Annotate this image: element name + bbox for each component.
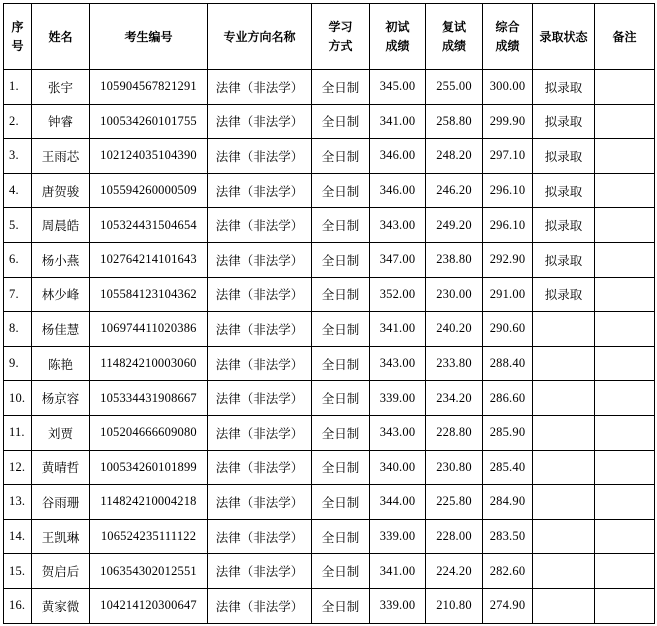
- cell-total-score: 290.60: [483, 312, 533, 347]
- cell-first-score: 344.00: [370, 485, 426, 520]
- cell-name: 黄家微: [32, 588, 90, 623]
- cell-first-score: 341.00: [370, 312, 426, 347]
- cell-name: 钟睿: [32, 104, 90, 139]
- cell-total-score: 274.90: [483, 588, 533, 623]
- cell-major: 法律（非法学）: [208, 277, 312, 312]
- admission-table: [3, 3, 655, 624]
- cell-name: 林少峰: [32, 277, 90, 312]
- cell-first-score: 339.00: [370, 588, 426, 623]
- cell-study-mode: 全日制: [312, 312, 370, 347]
- cell-major: 法律（非法学）: [208, 70, 312, 105]
- cell-retest-score: 249.20: [426, 208, 483, 243]
- cell-status: 拟录取: [533, 277, 595, 312]
- cell-first-score: 343.00: [370, 415, 426, 450]
- cell-remark: [595, 415, 655, 450]
- table-row: [4, 485, 655, 520]
- header-remark: 备注: [595, 4, 655, 70]
- cell-remark: [595, 346, 655, 381]
- cell-major: 法律（非法学）: [208, 519, 312, 554]
- cell-study-mode: 全日制: [312, 415, 370, 450]
- table-row: [4, 381, 655, 416]
- cell-total-score: 291.00: [483, 277, 533, 312]
- cell-seq: 14.: [4, 519, 32, 554]
- table-row: [4, 346, 655, 381]
- cell-exam-no: 106354302012551: [90, 554, 208, 589]
- header-retest-score: 复试 成绩: [426, 4, 483, 70]
- cell-seq: 16.: [4, 588, 32, 623]
- cell-total-score: 283.50: [483, 519, 533, 554]
- cell-total-score: 288.40: [483, 346, 533, 381]
- cell-name: 王凯琳: [32, 519, 90, 554]
- cell-remark: [595, 554, 655, 589]
- cell-exam-no: 100534260101899: [90, 450, 208, 485]
- cell-seq: 7.: [4, 277, 32, 312]
- cell-retest-score: 233.80: [426, 346, 483, 381]
- table-row: [4, 139, 655, 174]
- cell-remark: [595, 70, 655, 105]
- cell-status: [533, 554, 595, 589]
- cell-retest-score: 240.20: [426, 312, 483, 347]
- cell-status: 拟录取: [533, 104, 595, 139]
- cell-name: 杨佳慧: [32, 312, 90, 347]
- cell-total-score: 285.90: [483, 415, 533, 450]
- table-row: [4, 208, 655, 243]
- cell-remark: [595, 277, 655, 312]
- cell-exam-no: 105334431908667: [90, 381, 208, 416]
- cell-study-mode: 全日制: [312, 139, 370, 174]
- cell-remark: [595, 242, 655, 277]
- cell-study-mode: 全日制: [312, 485, 370, 520]
- cell-major: 法律（非法学）: [208, 242, 312, 277]
- cell-retest-score: 246.20: [426, 173, 483, 208]
- cell-seq: 8.: [4, 312, 32, 347]
- cell-seq: 9.: [4, 346, 32, 381]
- cell-name: 刘贾: [32, 415, 90, 450]
- cell-remark: [595, 588, 655, 623]
- cell-status: 拟录取: [533, 208, 595, 243]
- cell-remark: [595, 312, 655, 347]
- table-row: [4, 173, 655, 208]
- cell-study-mode: 全日制: [312, 173, 370, 208]
- cell-total-score: 296.10: [483, 208, 533, 243]
- table-row: [4, 588, 655, 623]
- header-study-mode: 学习 方式: [312, 4, 370, 70]
- cell-first-score: 341.00: [370, 554, 426, 589]
- cell-first-score: 347.00: [370, 242, 426, 277]
- cell-total-score: 285.40: [483, 450, 533, 485]
- cell-exam-no: 100534260101755: [90, 104, 208, 139]
- cell-study-mode: 全日制: [312, 381, 370, 416]
- cell-major: 法律（非法学）: [208, 139, 312, 174]
- cell-major: 法律（非法学）: [208, 173, 312, 208]
- cell-name: 谷雨珊: [32, 485, 90, 520]
- cell-exam-no: 104214120300647: [90, 588, 208, 623]
- cell-name: 贺启后: [32, 554, 90, 589]
- cell-retest-score: 230.00: [426, 277, 483, 312]
- cell-first-score: 346.00: [370, 173, 426, 208]
- table-row: [4, 554, 655, 589]
- cell-name: 王雨芯: [32, 139, 90, 174]
- cell-retest-score: 258.80: [426, 104, 483, 139]
- cell-seq: 11.: [4, 415, 32, 450]
- cell-retest-score: 230.80: [426, 450, 483, 485]
- cell-exam-no: 106974411020386: [90, 312, 208, 347]
- cell-remark: [595, 519, 655, 554]
- cell-remark: [595, 104, 655, 139]
- cell-seq: 6.: [4, 242, 32, 277]
- cell-retest-score: 248.20: [426, 139, 483, 174]
- header-major: 专业方向名称: [208, 4, 312, 70]
- cell-total-score: 292.90: [483, 242, 533, 277]
- table-row: [4, 415, 655, 450]
- cell-name: 杨小燕: [32, 242, 90, 277]
- cell-major: 法律（非法学）: [208, 104, 312, 139]
- cell-retest-score: 210.80: [426, 588, 483, 623]
- cell-status: [533, 485, 595, 520]
- header-status: 录取状态: [533, 4, 595, 70]
- cell-exam-no: 105324431504654: [90, 208, 208, 243]
- cell-status: [533, 381, 595, 416]
- cell-first-score: 352.00: [370, 277, 426, 312]
- cell-major: 法律（非法学）: [208, 415, 312, 450]
- cell-seq: 3.: [4, 139, 32, 174]
- cell-total-score: 296.10: [483, 173, 533, 208]
- table-header: [4, 4, 655, 70]
- cell-seq: 15.: [4, 554, 32, 589]
- cell-remark: [595, 485, 655, 520]
- cell-exam-no: 105594260000509: [90, 173, 208, 208]
- cell-name: 周晨皓: [32, 208, 90, 243]
- cell-seq: 1.: [4, 70, 32, 105]
- cell-status: 拟录取: [533, 173, 595, 208]
- table-row: [4, 519, 655, 554]
- table-row: [4, 242, 655, 277]
- cell-first-score: 340.00: [370, 450, 426, 485]
- header-name: 姓名: [32, 4, 90, 70]
- cell-seq: 10.: [4, 381, 32, 416]
- cell-status: [533, 415, 595, 450]
- cell-retest-score: 238.80: [426, 242, 483, 277]
- cell-retest-score: 228.80: [426, 415, 483, 450]
- cell-total-score: 282.60: [483, 554, 533, 589]
- table-row: [4, 312, 655, 347]
- cell-first-score: 343.00: [370, 208, 426, 243]
- cell-first-score: 339.00: [370, 381, 426, 416]
- cell-exam-no: 105584123104362: [90, 277, 208, 312]
- cell-study-mode: 全日制: [312, 450, 370, 485]
- cell-seq: 12.: [4, 450, 32, 485]
- cell-study-mode: 全日制: [312, 70, 370, 105]
- cell-exam-no: 105904567821291: [90, 70, 208, 105]
- cell-major: 法律（非法学）: [208, 346, 312, 381]
- cell-status: [533, 519, 595, 554]
- cell-first-score: 343.00: [370, 346, 426, 381]
- cell-remark: [595, 381, 655, 416]
- cell-exam-no: 105204666609080: [90, 415, 208, 450]
- table-row: [4, 104, 655, 139]
- cell-exam-no: 102764214101643: [90, 242, 208, 277]
- cell-major: 法律（非法学）: [208, 485, 312, 520]
- cell-study-mode: 全日制: [312, 346, 370, 381]
- cell-retest-score: 255.00: [426, 70, 483, 105]
- cell-study-mode: 全日制: [312, 104, 370, 139]
- cell-status: 拟录取: [533, 242, 595, 277]
- cell-first-score: 341.00: [370, 104, 426, 139]
- table-body: [4, 70, 655, 624]
- cell-total-score: 297.10: [483, 139, 533, 174]
- cell-exam-no: 114824210003060: [90, 346, 208, 381]
- table-row: [4, 450, 655, 485]
- cell-remark: [595, 139, 655, 174]
- cell-first-score: 346.00: [370, 139, 426, 174]
- cell-major: 法律（非法学）: [208, 381, 312, 416]
- cell-total-score: 286.60: [483, 381, 533, 416]
- cell-total-score: 300.00: [483, 70, 533, 105]
- cell-status: 拟录取: [533, 139, 595, 174]
- cell-status: [533, 588, 595, 623]
- header-total-score: 综合 成绩: [483, 4, 533, 70]
- cell-name: 陈艳: [32, 346, 90, 381]
- cell-retest-score: 224.20: [426, 554, 483, 589]
- cell-seq: 4.: [4, 173, 32, 208]
- cell-retest-score: 225.80: [426, 485, 483, 520]
- cell-study-mode: 全日制: [312, 277, 370, 312]
- header-exam-no: 考生编号: [90, 4, 208, 70]
- header-first-score: 初试 成绩: [370, 4, 426, 70]
- table-row: [4, 277, 655, 312]
- cell-name: 张宇: [32, 70, 90, 105]
- cell-remark: [595, 450, 655, 485]
- cell-major: 法律（非法学）: [208, 588, 312, 623]
- cell-seq: 5.: [4, 208, 32, 243]
- cell-major: 法律（非法学）: [208, 312, 312, 347]
- cell-total-score: 284.90: [483, 485, 533, 520]
- cell-name: 杨京容: [32, 381, 90, 416]
- cell-first-score: 339.00: [370, 519, 426, 554]
- cell-study-mode: 全日制: [312, 588, 370, 623]
- cell-status: [533, 346, 595, 381]
- cell-study-mode: 全日制: [312, 519, 370, 554]
- cell-major: 法律（非法学）: [208, 554, 312, 589]
- cell-study-mode: 全日制: [312, 242, 370, 277]
- cell-status: 拟录取: [533, 70, 595, 105]
- cell-remark: [595, 208, 655, 243]
- cell-retest-score: 234.20: [426, 381, 483, 416]
- cell-first-score: 345.00: [370, 70, 426, 105]
- header-row: [4, 4, 655, 70]
- cell-exam-no: 114824210004218: [90, 485, 208, 520]
- cell-major: 法律（非法学）: [208, 208, 312, 243]
- table-row: [4, 70, 655, 105]
- cell-retest-score: 228.00: [426, 519, 483, 554]
- cell-name: 唐贺骏: [32, 173, 90, 208]
- cell-total-score: 299.90: [483, 104, 533, 139]
- cell-seq: 2.: [4, 104, 32, 139]
- cell-study-mode: 全日制: [312, 554, 370, 589]
- cell-major: 法律（非法学）: [208, 450, 312, 485]
- cell-name: 黄晴哲: [32, 450, 90, 485]
- cell-remark: [595, 173, 655, 208]
- cell-exam-no: 106524235111122: [90, 519, 208, 554]
- admission-list-sheet: [3, 3, 654, 624]
- cell-exam-no: 102124035104390: [90, 139, 208, 174]
- header-seq: 序 号: [4, 4, 32, 70]
- cell-study-mode: 全日制: [312, 208, 370, 243]
- cell-status: [533, 450, 595, 485]
- cell-status: [533, 312, 595, 347]
- cell-seq: 13.: [4, 485, 32, 520]
